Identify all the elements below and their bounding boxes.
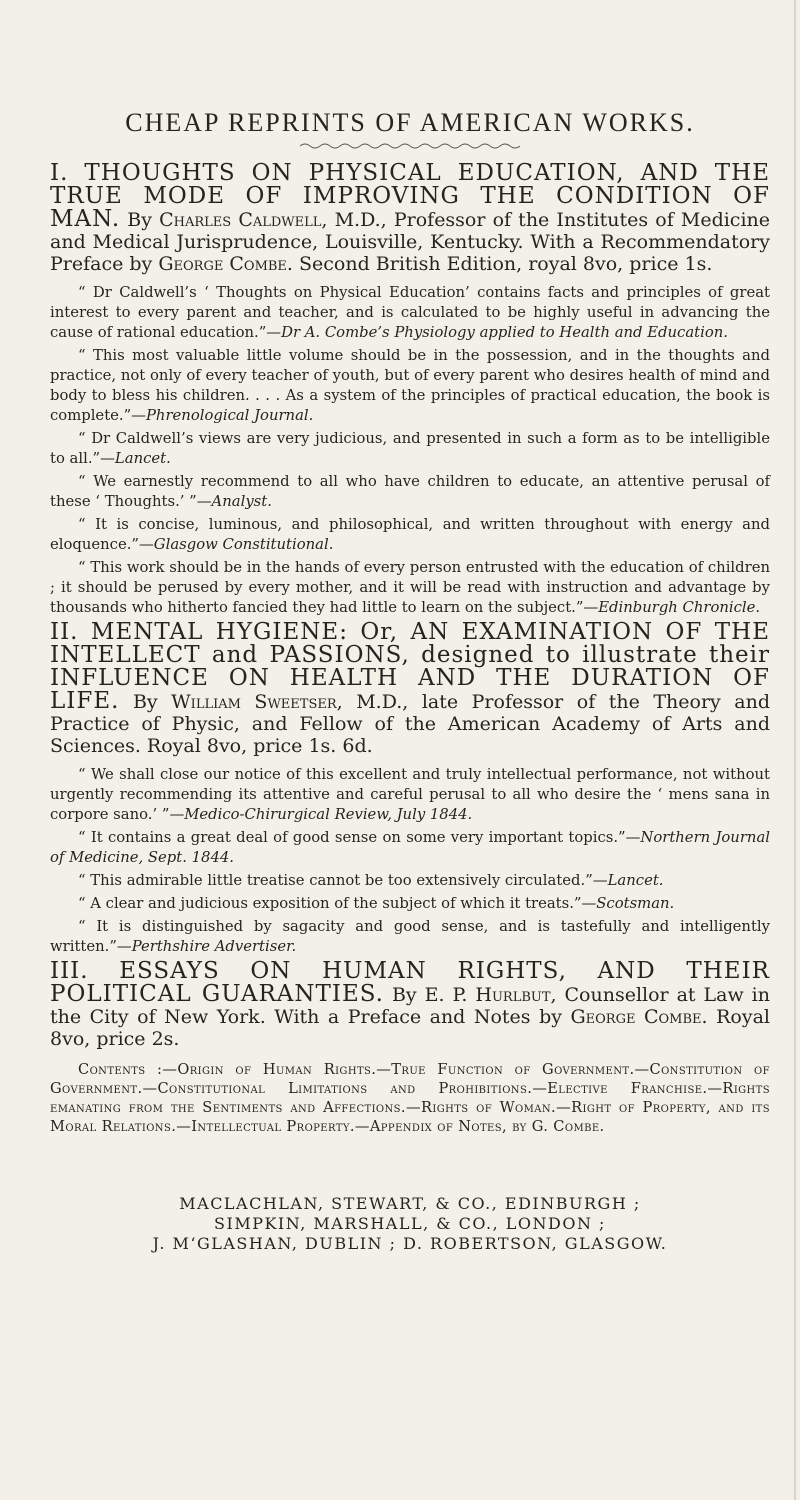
imprint-line: J. M‘GLASHAN, DUBLIN ; D. ROBERTSON, GLASGOW. <box>152 1234 668 1253</box>
entry-2-title: II. MENTAL HYGIENE: Or, AN EXAMINATION OF THE INTELLECT and PASSIONS, designed to illustrate their INFLUENCE ON HEALTH AND THE DURATION OF LIFE. By William Sweetser, M.D., late Professor of the Theory and Practice of Physic, and Fellow of the American Academy of Arts and Sciences. Royal 8vo, price 1s. 6d. <box>50 619 771 757</box>
entry-1-title: I. THOUGHTS ON PHYSICAL EDUCATION, AND THE TRUE MODE OF IMPROVING THE CONDITION OF MAN. By Charles Caldwell, M.D., Professor of the Institutes of Medicine and Medical Jurisprudence, Louisville, Kentucky. With a Recommendatory Preface by George Combe. Second British Edition, royal 8vo, price 1s. <box>50 160 771 275</box>
imprint-line: MACLACHLAN, STEWART, & CO., EDINBURGH ; <box>179 1194 641 1213</box>
review: “ Dr Caldwell’s ‘ Thoughts on Physical Education’ contains facts and principles of great interest to every parent and teacher, and is calculated to be highly useful in advancing the cause of rational education.”—Dr A. Combe’s Physiology applied to Health and Education. <box>50 284 770 341</box>
review: “ This most valuable little volume should be in the possession, and in the thoughts and practice, not only of every teacher of youth, but of every parent who desires health of mind and body to bless his children. . . . As a system of the principles of practical education, the book is complete.”—Phrenological Journal. <box>50 347 770 424</box>
entry-3-contents: Contents :—Origin of Human Rights.—True Function of Government.—Constitution of Government.—Constitutional Limitations and Prohibitions.—Elective Franchise.—Rights emanating from the Sentiments and Affections.—Rights of Woman.—Right of Property, and its Moral Relations.—Intellectual Property.—Appendix of Notes, by G. Combe. <box>50 1061 770 1135</box>
ornament-divider-icon <box>300 142 520 150</box>
entry-2-author: William Sweetser <box>171 691 337 713</box>
review: “ This admirable little treatise cannot be too extensively circulated.”—Lancet. <box>78 872 664 889</box>
page-edge <box>794 0 796 1500</box>
entry-2 <box>50 621 770 957</box>
entry-3 <box>50 960 770 1136</box>
review: “ Dr Caldwell’s views are very judicious, and presented in such a form as to be intelligible to all.”—Lancet. <box>50 430 770 467</box>
review: “ We earnestly recommend to all who have children to educate, an attentive perusal of these ‘ Thoughts.’ ”—Analyst. <box>50 473 770 510</box>
review: “ It is concise, luminous, and philosophical, and written throughout with energy and eloquence.”—Glasgow Constitutional. <box>50 516 770 553</box>
review: “ A clear and judicious exposition of the subject of which it treats.”—Scotsman. <box>78 895 675 912</box>
entry-1 <box>50 162 770 618</box>
imprint-line: SIMPKIN, MARSHALL, & CO., LONDON ; <box>214 1214 606 1233</box>
review: “ It contains a great deal of good sense on some very important topics.”—Northern Journal of Medicine, Sept. 1844. <box>50 829 770 866</box>
entry-3-author: E. P. Hurlbut <box>424 984 551 1006</box>
entry-1-author: Charles Caldwell <box>159 209 322 231</box>
entry-3-title: III. ESSAYS ON HUMAN RIGHTS, AND THEIR POLITICAL GUARANTIES. By E. P. Hurlbut, Counsellor at Law in the City of New York. With a Preface and Notes by George Combe. Royal 8vo, price 2s. <box>50 958 770 1050</box>
review: “ This work should be in the hands of every person entrusted with the education of children ; it should be perused by every mother, and it will be read with instruction and advantage by thousands who hitherto fancied they had little to learn on the subject.”—Edinburgh Chronicle. <box>50 559 770 616</box>
page-header: CHEAP REPRINTS OF AMERICAN WORKS. <box>125 108 695 137</box>
review: “ It is distinguished by sagacity and good sense, and is tastefully and intelligently written.”—Perthshire Advertiser. <box>50 918 770 955</box>
review: “ We shall close our notice of this excellent and truly intellectual performance, not without urgently recommending its attentive and careful perusal to all who desire the ‘ mens sana in corpore sano.’ ”—Medico-Chirurgical Review, July 1844. <box>50 766 770 823</box>
publisher-imprint <box>50 1194 770 1254</box>
